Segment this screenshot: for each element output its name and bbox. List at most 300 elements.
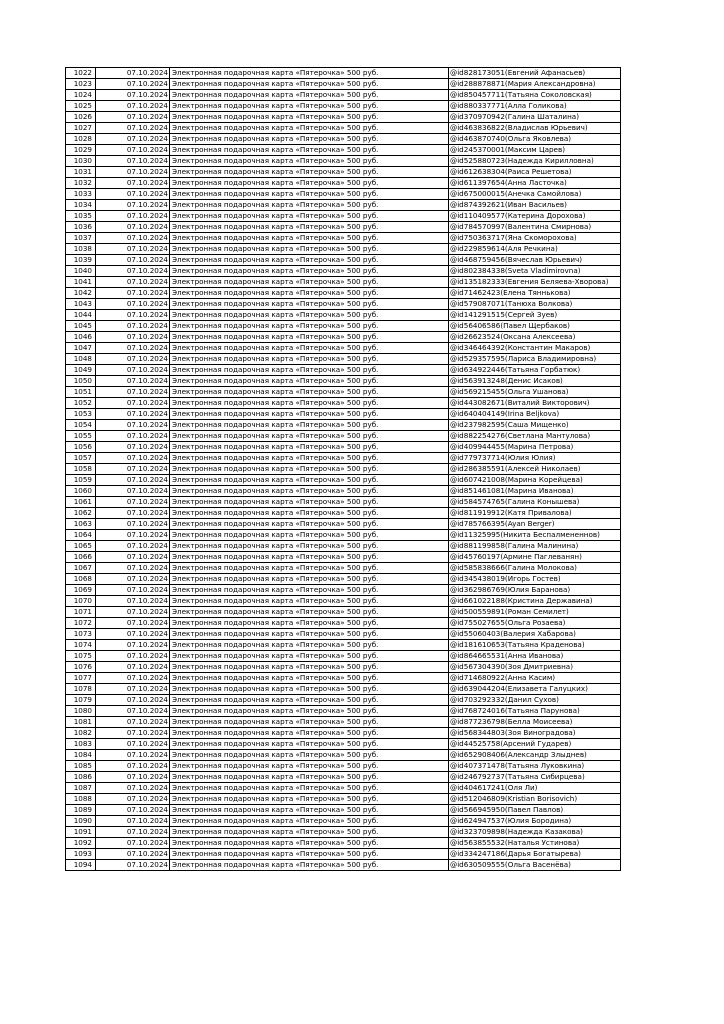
row-item: Электронная подарочная карта «Пятерочка» 500 руб. bbox=[170, 189, 449, 200]
row-recipient: @id529357595(Лариса Владимировна) bbox=[449, 354, 621, 365]
row-recipient: @id71462423(Елена Тяннькова) bbox=[449, 288, 621, 299]
table-row bbox=[66, 112, 621, 123]
row-number: 1030 bbox=[66, 156, 96, 167]
table-row bbox=[66, 552, 621, 563]
row-number: 1051 bbox=[66, 387, 96, 398]
table-row bbox=[66, 563, 621, 574]
table-row bbox=[66, 849, 621, 860]
row-item: Электронная подарочная карта «Пятерочка» 500 руб. bbox=[170, 145, 449, 156]
row-item: Электронная подарочная карта «Пятерочка» 500 руб. bbox=[170, 464, 449, 475]
row-date: 07.10.2024 bbox=[96, 442, 170, 453]
table-row bbox=[66, 673, 621, 684]
row-recipient: @id346464392(Константин Макаров) bbox=[449, 343, 621, 354]
table-row bbox=[66, 717, 621, 728]
row-date: 07.10.2024 bbox=[96, 761, 170, 772]
row-item: Электронная подарочная карта «Пятерочка» 500 руб. bbox=[170, 442, 449, 453]
row-date: 07.10.2024 bbox=[96, 673, 170, 684]
table-row bbox=[66, 695, 621, 706]
row-item: Электронная подарочная карта «Пятерочка» 500 руб. bbox=[170, 343, 449, 354]
table-row bbox=[66, 156, 621, 167]
row-item: Электронная подарочная карта «Пятерочка» 500 руб. bbox=[170, 200, 449, 211]
row-item: Электронная подарочная карта «Пятерочка» 500 руб. bbox=[170, 728, 449, 739]
table-row bbox=[66, 453, 621, 464]
row-date: 07.10.2024 bbox=[96, 68, 170, 79]
row-number: 1094 bbox=[66, 860, 96, 871]
row-number: 1034 bbox=[66, 200, 96, 211]
table-row bbox=[66, 321, 621, 332]
row-date: 07.10.2024 bbox=[96, 717, 170, 728]
row-item: Электронная подарочная карта «Пятерочка» 500 руб. bbox=[170, 244, 449, 255]
table-row bbox=[66, 728, 621, 739]
row-number: 1067 bbox=[66, 563, 96, 574]
table-row bbox=[66, 541, 621, 552]
row-recipient: @id624947537(Юлия Бородина) bbox=[449, 816, 621, 827]
row-date: 07.10.2024 bbox=[96, 266, 170, 277]
row-date: 07.10.2024 bbox=[96, 519, 170, 530]
table-row bbox=[66, 651, 621, 662]
row-date: 07.10.2024 bbox=[96, 178, 170, 189]
row-item: Электронная подарочная карта «Пятерочка» 500 руб. bbox=[170, 805, 449, 816]
table-row bbox=[66, 101, 621, 112]
row-recipient: @id568344803(Зоя Виноградова) bbox=[449, 728, 621, 739]
row-number: 1024 bbox=[66, 90, 96, 101]
row-date: 07.10.2024 bbox=[96, 530, 170, 541]
table-row bbox=[66, 640, 621, 651]
row-date: 07.10.2024 bbox=[96, 805, 170, 816]
row-item: Электронная подарочная карта «Пятерочка» 500 руб. bbox=[170, 541, 449, 552]
row-number: 1025 bbox=[66, 101, 96, 112]
row-number: 1045 bbox=[66, 321, 96, 332]
table-row bbox=[66, 816, 621, 827]
row-recipient: @id864665531(Анна Иванова) bbox=[449, 651, 621, 662]
row-date: 07.10.2024 bbox=[96, 497, 170, 508]
row-item: Электронная подарочная карта «Пятерочка» 500 руб. bbox=[170, 629, 449, 640]
row-date: 07.10.2024 bbox=[96, 211, 170, 222]
row-number: 1074 bbox=[66, 640, 96, 651]
row-recipient: @id55060403(Валерия Хабарова) bbox=[449, 629, 621, 640]
row-item: Электронная подарочная карта «Пятерочка» 500 руб. bbox=[170, 651, 449, 662]
row-item: Электронная подарочная карта «Пятерочка» 500 руб. bbox=[170, 772, 449, 783]
row-number: 1035 bbox=[66, 211, 96, 222]
row-date: 07.10.2024 bbox=[96, 409, 170, 420]
row-date: 07.10.2024 bbox=[96, 662, 170, 673]
row-number: 1079 bbox=[66, 695, 96, 706]
table-row bbox=[66, 178, 621, 189]
row-item: Электронная подарочная карта «Пятерочка» 500 руб. bbox=[170, 365, 449, 376]
row-item: Электронная подарочная карта «Пятерочка» 500 руб. bbox=[170, 288, 449, 299]
row-item: Электронная подарочная карта «Пятерочка» 500 руб. bbox=[170, 640, 449, 651]
row-recipient: @id334247186(Дарья Богатырева) bbox=[449, 849, 621, 860]
row-number: 1081 bbox=[66, 717, 96, 728]
row-item: Электронная подарочная карта «Пятерочка» 500 руб. bbox=[170, 101, 449, 112]
table-row bbox=[66, 244, 621, 255]
row-number: 1043 bbox=[66, 299, 96, 310]
row-number: 1029 bbox=[66, 145, 96, 156]
row-item: Электронная подарочная карта «Пятерочка» 500 руб. bbox=[170, 321, 449, 332]
row-recipient: @id237982595(Саша Мищенко) bbox=[449, 420, 621, 431]
row-item: Электронная подарочная карта «Пятерочка» 500 руб. bbox=[170, 178, 449, 189]
table-row bbox=[66, 431, 621, 442]
row-number: 1031 bbox=[66, 167, 96, 178]
table-row bbox=[66, 420, 621, 431]
row-number: 1070 bbox=[66, 596, 96, 607]
row-number: 1036 bbox=[66, 222, 96, 233]
row-item: Электронная подарочная карта «Пятерочка» 500 руб. bbox=[170, 574, 449, 585]
row-date: 07.10.2024 bbox=[96, 541, 170, 552]
row-number: 1084 bbox=[66, 750, 96, 761]
row-recipient: @id607421008(Марина Корейцева) bbox=[449, 475, 621, 486]
table-row bbox=[66, 783, 621, 794]
row-recipient: @id850457711(Татьяна Соколовская) bbox=[449, 90, 621, 101]
row-date: 07.10.2024 bbox=[96, 112, 170, 123]
row-number: 1078 bbox=[66, 684, 96, 695]
table-row bbox=[66, 233, 621, 244]
row-date: 07.10.2024 bbox=[96, 420, 170, 431]
table-row bbox=[66, 387, 621, 398]
row-recipient: @id768724016(Татьяна Парунова) bbox=[449, 706, 621, 717]
row-number: 1075 bbox=[66, 651, 96, 662]
row-date: 07.10.2024 bbox=[96, 288, 170, 299]
table-row bbox=[66, 134, 621, 145]
table-row bbox=[66, 79, 621, 90]
row-recipient: @id141291515(Сергей Зуев) bbox=[449, 310, 621, 321]
row-number: 1085 bbox=[66, 761, 96, 772]
row-date: 07.10.2024 bbox=[96, 684, 170, 695]
row-item: Электронная подарочная карта «Пятерочка» 500 руб. bbox=[170, 607, 449, 618]
row-item: Электронная подарочная карта «Пятерочка» 500 руб. bbox=[170, 79, 449, 90]
row-date: 07.10.2024 bbox=[96, 156, 170, 167]
table-row bbox=[66, 365, 621, 376]
row-recipient: @id634922446(Татьяна Горбатюк) bbox=[449, 365, 621, 376]
row-recipient: @id409944455(Марина Петрова) bbox=[449, 442, 621, 453]
table-row bbox=[66, 167, 621, 178]
row-number: 1032 bbox=[66, 178, 96, 189]
row-number: 1044 bbox=[66, 310, 96, 321]
row-date: 07.10.2024 bbox=[96, 365, 170, 376]
row-recipient: @id563855532(Наталья Устинова) bbox=[449, 838, 621, 849]
row-number: 1047 bbox=[66, 343, 96, 354]
row-date: 07.10.2024 bbox=[96, 398, 170, 409]
row-number: 1023 bbox=[66, 79, 96, 90]
table-row bbox=[66, 409, 621, 420]
row-number: 1053 bbox=[66, 409, 96, 420]
table-row bbox=[66, 772, 621, 783]
row-recipient: @id579087071(Танюха Волкова) bbox=[449, 299, 621, 310]
row-item: Электронная подарочная карта «Пятерочка» 500 руб. bbox=[170, 596, 449, 607]
table-row bbox=[66, 585, 621, 596]
row-item: Электронная подарочная карта «Пятерочка» 500 руб. bbox=[170, 673, 449, 684]
row-recipient: @id323709898(Надежда Казакова) bbox=[449, 827, 621, 838]
row-date: 07.10.2024 bbox=[96, 585, 170, 596]
row-date: 07.10.2024 bbox=[96, 90, 170, 101]
row-item: Электронная подарочная карта «Пятерочка» 500 руб. bbox=[170, 255, 449, 266]
row-date: 07.10.2024 bbox=[96, 827, 170, 838]
row-item: Электронная подарочная карта «Пятерочка» 500 руб. bbox=[170, 167, 449, 178]
row-recipient: @id675000015(Анечка Самойлова) bbox=[449, 189, 621, 200]
row-item: Электронная подарочная карта «Пятерочка» 500 руб. bbox=[170, 475, 449, 486]
row-recipient: @id640404149(Irina Beljkova) bbox=[449, 409, 621, 420]
row-date: 07.10.2024 bbox=[96, 145, 170, 156]
row-date: 07.10.2024 bbox=[96, 277, 170, 288]
row-item: Электронная подарочная карта «Пятерочка» 500 руб. bbox=[170, 222, 449, 233]
table-row bbox=[66, 288, 621, 299]
row-date: 07.10.2024 bbox=[96, 563, 170, 574]
row-date: 07.10.2024 bbox=[96, 706, 170, 717]
row-item: Электронная подарочная карта «Пятерочка» 500 руб. bbox=[170, 827, 449, 838]
row-recipient: @id851461081(Марина Иванова) bbox=[449, 486, 621, 497]
row-number: 1056 bbox=[66, 442, 96, 453]
row-number: 1063 bbox=[66, 519, 96, 530]
row-number: 1028 bbox=[66, 134, 96, 145]
table-row bbox=[66, 761, 621, 772]
row-date: 07.10.2024 bbox=[96, 167, 170, 178]
row-number: 1054 bbox=[66, 420, 96, 431]
table-row bbox=[66, 310, 621, 321]
row-date: 07.10.2024 bbox=[96, 321, 170, 332]
row-number: 1033 bbox=[66, 189, 96, 200]
row-date: 07.10.2024 bbox=[96, 101, 170, 112]
row-date: 07.10.2024 bbox=[96, 486, 170, 497]
row-date: 07.10.2024 bbox=[96, 431, 170, 442]
row-item: Электронная подарочная карта «Пятерочка» 500 руб. bbox=[170, 684, 449, 695]
row-date: 07.10.2024 bbox=[96, 607, 170, 618]
table-row bbox=[66, 497, 621, 508]
row-date: 07.10.2024 bbox=[96, 475, 170, 486]
row-date: 07.10.2024 bbox=[96, 354, 170, 365]
row-recipient: @id370970942(Галина Шаталина) bbox=[449, 112, 621, 123]
table-row bbox=[66, 530, 621, 541]
row-item: Электронная подарочная карта «Пятерочка» 500 руб. bbox=[170, 695, 449, 706]
row-number: 1048 bbox=[66, 354, 96, 365]
row-item: Электронная подарочная карта «Пятерочка» 500 руб. bbox=[170, 662, 449, 673]
row-recipient: @id181610653(Татьяна Краденова) bbox=[449, 640, 621, 651]
row-date: 07.10.2024 bbox=[96, 728, 170, 739]
table-row bbox=[66, 266, 621, 277]
row-date: 07.10.2024 bbox=[96, 816, 170, 827]
row-item: Электронная подарочная карта «Пятерочка» 500 руб. bbox=[170, 211, 449, 222]
row-date: 07.10.2024 bbox=[96, 222, 170, 233]
table-row bbox=[66, 123, 621, 134]
row-item: Электронная подарочная карта «Пятерочка» 500 руб. bbox=[170, 860, 449, 871]
row-recipient: @id779737714(Юлия Юлия) bbox=[449, 453, 621, 464]
row-date: 07.10.2024 bbox=[96, 310, 170, 321]
row-number: 1060 bbox=[66, 486, 96, 497]
table-row bbox=[66, 860, 621, 871]
table-row bbox=[66, 574, 621, 585]
row-number: 1077 bbox=[66, 673, 96, 684]
row-date: 07.10.2024 bbox=[96, 343, 170, 354]
row-date: 07.10.2024 bbox=[96, 200, 170, 211]
row-item: Электронная подарочная карта «Пятерочка» 500 руб. bbox=[170, 453, 449, 464]
row-recipient: @id500559891(Роман Семилет) bbox=[449, 607, 621, 618]
row-item: Электронная подарочная карта «Пятерочка» 500 руб. bbox=[170, 90, 449, 101]
row-date: 07.10.2024 bbox=[96, 508, 170, 519]
row-recipient: @id877236798(Белла Моисеева) bbox=[449, 717, 621, 728]
table-row bbox=[66, 189, 621, 200]
row-number: 1076 bbox=[66, 662, 96, 673]
row-number: 1057 bbox=[66, 453, 96, 464]
row-number: 1088 bbox=[66, 794, 96, 805]
row-recipient: @id612638304(Раиса Решетова) bbox=[449, 167, 621, 178]
row-number: 1064 bbox=[66, 530, 96, 541]
table-row bbox=[66, 706, 621, 717]
table-row bbox=[66, 838, 621, 849]
row-recipient: @id703292332(Данил Сухов) bbox=[449, 695, 621, 706]
row-date: 07.10.2024 bbox=[96, 574, 170, 585]
row-recipient: @id288878871(Мария Александровна) bbox=[449, 79, 621, 90]
row-item: Электронная подарочная карта «Пятерочка» 500 руб. bbox=[170, 123, 449, 134]
row-number: 1039 bbox=[66, 255, 96, 266]
row-date: 07.10.2024 bbox=[96, 233, 170, 244]
row-item: Электронная подарочная карта «Пятерочка» 500 руб. bbox=[170, 266, 449, 277]
row-date: 07.10.2024 bbox=[96, 651, 170, 662]
table-row bbox=[66, 684, 621, 695]
row-item: Электронная подарочная карта «Пятерочка» 500 руб. bbox=[170, 706, 449, 717]
table-row bbox=[66, 222, 621, 233]
table-row bbox=[66, 277, 621, 288]
row-item: Электронная подарочная карта «Пятерочка» 500 руб. bbox=[170, 618, 449, 629]
row-recipient: @id512046809(Kristian Borisovich) bbox=[449, 794, 621, 805]
table-row bbox=[66, 332, 621, 343]
row-number: 1065 bbox=[66, 541, 96, 552]
row-recipient: @id404617241(Оля Ли) bbox=[449, 783, 621, 794]
row-item: Электронная подарочная карта «Пятерочка» 500 руб. bbox=[170, 332, 449, 343]
row-number: 1089 bbox=[66, 805, 96, 816]
row-date: 07.10.2024 bbox=[96, 618, 170, 629]
row-date: 07.10.2024 bbox=[96, 332, 170, 343]
row-recipient: @id362986769(Юлия Баранова) bbox=[449, 585, 621, 596]
row-recipient: @id784570997(Валентина Смирнова) bbox=[449, 222, 621, 233]
row-recipient: @id584574765(Галина Конышева) bbox=[449, 497, 621, 508]
row-date: 07.10.2024 bbox=[96, 772, 170, 783]
row-date: 07.10.2024 bbox=[96, 629, 170, 640]
row-item: Электронная подарочная карта «Пятерочка» 500 руб. bbox=[170, 376, 449, 387]
row-date: 07.10.2024 bbox=[96, 739, 170, 750]
row-item: Электронная подарочная карта «Пятерочка» 500 руб. bbox=[170, 420, 449, 431]
row-recipient: @id630509555(Ольга Васенёва) bbox=[449, 860, 621, 871]
row-recipient: @id880337771(Алла Голикова) bbox=[449, 101, 621, 112]
row-recipient: @id569215455(Ольга Ушанова) bbox=[449, 387, 621, 398]
table-row bbox=[66, 618, 621, 629]
row-recipient: @id874392621(Иван Васильев) bbox=[449, 200, 621, 211]
row-item: Электронная подарочная карта «Пятерочка» 500 руб. bbox=[170, 838, 449, 849]
table-row bbox=[66, 486, 621, 497]
row-date: 07.10.2024 bbox=[96, 783, 170, 794]
row-number: 1068 bbox=[66, 574, 96, 585]
row-item: Электронная подарочная карта «Пятерочка» 500 руб. bbox=[170, 233, 449, 244]
row-recipient: @id652908406(Александр Злыднев) bbox=[449, 750, 621, 761]
table-row bbox=[66, 739, 621, 750]
table-row bbox=[66, 508, 621, 519]
row-recipient: @id611397654(Анна Ласточка) bbox=[449, 178, 621, 189]
row-recipient: @id44525758(Арсений Гударев) bbox=[449, 739, 621, 750]
row-recipient: @id407371478(Татьяна Луковкина) bbox=[449, 761, 621, 772]
row-item: Электронная подарочная карта «Пятерочка» 500 руб. bbox=[170, 431, 449, 442]
row-recipient: @id881199858(Галина Малинина) bbox=[449, 541, 621, 552]
row-number: 1038 bbox=[66, 244, 96, 255]
row-date: 07.10.2024 bbox=[96, 79, 170, 90]
row-recipient: @id563913248(Денис Исаков) bbox=[449, 376, 621, 387]
table-row bbox=[66, 145, 621, 156]
row-item: Электронная подарочная карта «Пятерочка» 500 руб. bbox=[170, 750, 449, 761]
row-item: Электронная подарочная карта «Пятерочка» 500 руб. bbox=[170, 783, 449, 794]
row-item: Электронная подарочная карта «Пятерочка» 500 руб. bbox=[170, 387, 449, 398]
table-row bbox=[66, 827, 621, 838]
row-item: Электронная подарочная карта «Пятерочка» 500 руб. bbox=[170, 310, 449, 321]
row-recipient: @id750363717(Яна Скоморохова) bbox=[449, 233, 621, 244]
row-recipient: @id56406586(Павел Щербаков) bbox=[449, 321, 621, 332]
row-number: 1092 bbox=[66, 838, 96, 849]
row-date: 07.10.2024 bbox=[96, 849, 170, 860]
table-row bbox=[66, 805, 621, 816]
row-number: 1086 bbox=[66, 772, 96, 783]
table-row bbox=[66, 662, 621, 673]
table-row bbox=[66, 464, 621, 475]
row-date: 07.10.2024 bbox=[96, 189, 170, 200]
table-row bbox=[66, 299, 621, 310]
row-item: Электронная подарочная карта «Пятерочка» 500 руб. bbox=[170, 508, 449, 519]
row-date: 07.10.2024 bbox=[96, 640, 170, 651]
row-recipient: @id463836822(Владислав Юрьевич) bbox=[449, 123, 621, 134]
table-row bbox=[66, 607, 621, 618]
row-item: Электронная подарочная карта «Пятерочка» 500 руб. bbox=[170, 563, 449, 574]
row-recipient: @id443082671(Виталий Викторович) bbox=[449, 398, 621, 409]
row-number: 1066 bbox=[66, 552, 96, 563]
row-item: Электронная подарочная карта «Пятерочка» 500 руб. bbox=[170, 156, 449, 167]
row-recipient: @id45760197(Армине Паглеванян) bbox=[449, 552, 621, 563]
table-row bbox=[66, 90, 621, 101]
row-item: Электронная подарочная карта «Пятерочка» 500 руб. bbox=[170, 299, 449, 310]
row-item: Электронная подарочная карта «Пятерочка» 500 руб. bbox=[170, 816, 449, 827]
row-item: Электронная подарочная карта «Пятерочка» 500 руб. bbox=[170, 849, 449, 860]
row-recipient: @id245370001(Максим Царев) bbox=[449, 145, 621, 156]
row-number: 1069 bbox=[66, 585, 96, 596]
table-row bbox=[66, 750, 621, 761]
row-date: 07.10.2024 bbox=[96, 244, 170, 255]
row-number: 1050 bbox=[66, 376, 96, 387]
table-row bbox=[66, 255, 621, 266]
row-item: Электронная подарочная карта «Пятерочка» 500 руб. bbox=[170, 277, 449, 288]
row-recipient: @id567304390(Зоя Дмитриевна) bbox=[449, 662, 621, 673]
row-recipient: @id828173051(Евгений Афанасьев) bbox=[449, 68, 621, 79]
row-date: 07.10.2024 bbox=[96, 552, 170, 563]
row-recipient: @id135182333(Евгения Беляева-Хворова) bbox=[449, 277, 621, 288]
row-recipient: @id110409577(Катерина Дорохова) bbox=[449, 211, 621, 222]
table-row bbox=[66, 343, 621, 354]
row-date: 07.10.2024 bbox=[96, 794, 170, 805]
winners-table bbox=[65, 67, 621, 871]
table-row bbox=[66, 200, 621, 211]
row-item: Электронная подарочная карта «Пятерочка» 500 руб. bbox=[170, 552, 449, 563]
row-recipient: @id811919912(Катя Привалова) bbox=[449, 508, 621, 519]
row-recipient: @id755027655(Ольга Розаева) bbox=[449, 618, 621, 629]
row-date: 07.10.2024 bbox=[96, 376, 170, 387]
row-number: 1080 bbox=[66, 706, 96, 717]
row-recipient: @id463870740(Ольга Яковлева) bbox=[449, 134, 621, 145]
table-row bbox=[66, 68, 621, 79]
table-row bbox=[66, 629, 621, 640]
row-date: 07.10.2024 bbox=[96, 134, 170, 145]
row-number: 1055 bbox=[66, 431, 96, 442]
row-date: 07.10.2024 bbox=[96, 750, 170, 761]
table-row bbox=[66, 519, 621, 530]
row-number: 1091 bbox=[66, 827, 96, 838]
row-number: 1027 bbox=[66, 123, 96, 134]
row-number: 1059 bbox=[66, 475, 96, 486]
row-recipient: @id661022188(Кристина Державина) bbox=[449, 596, 621, 607]
row-number: 1090 bbox=[66, 816, 96, 827]
row-number: 1042 bbox=[66, 288, 96, 299]
